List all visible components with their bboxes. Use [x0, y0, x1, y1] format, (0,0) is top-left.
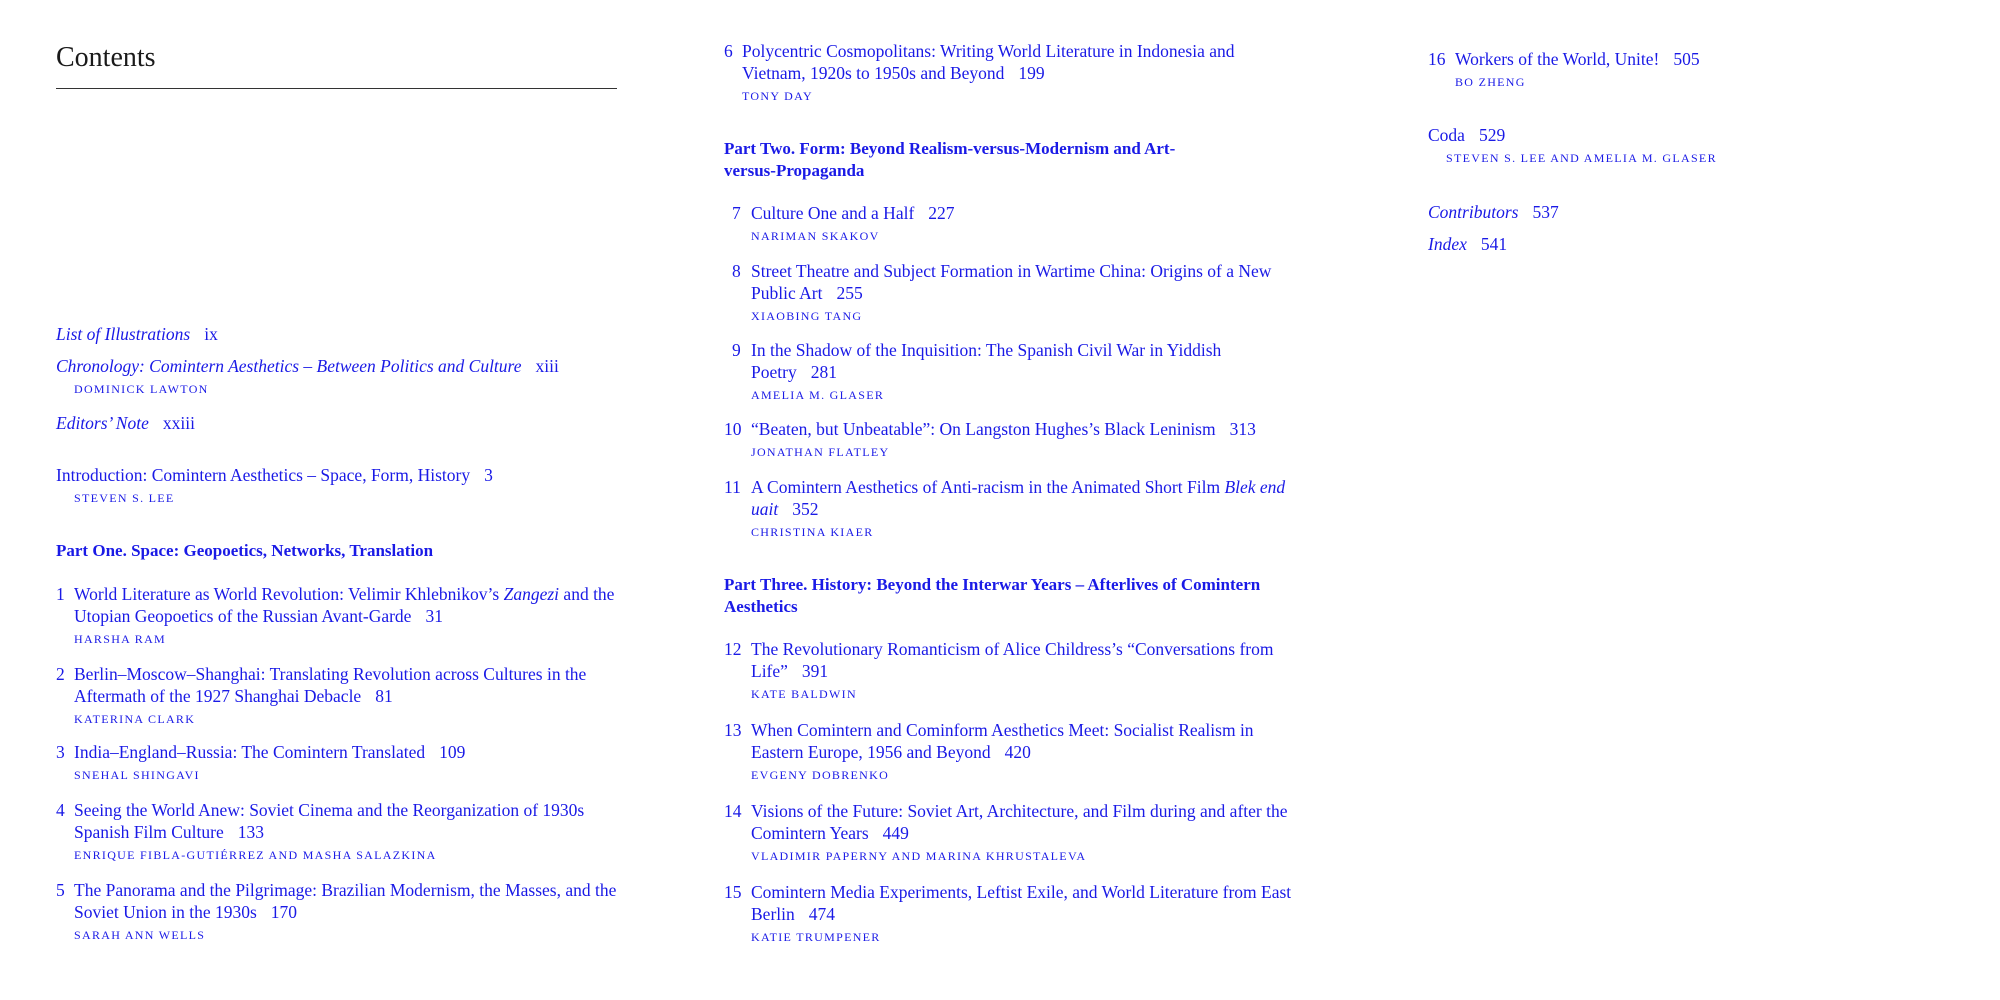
chapter-author: SNEHAL SHINGAVI [74, 768, 200, 782]
chapter-number: 14 [724, 801, 742, 821]
chapter-title: A Comintern Aesthetics of Anti-racism in the Animated Short Film [751, 477, 1225, 497]
chapter-page: 281 [810, 362, 837, 382]
chapter-body [751, 800, 1294, 866]
chapter-number: 8 [732, 261, 741, 281]
chapter-body [74, 799, 620, 865]
entry-title: Editors’ Note [56, 413, 149, 433]
chapter-number: 1 [56, 584, 65, 604]
toc-entry-index[interactable] [1428, 233, 1888, 255]
chapter-page: 449 [882, 823, 909, 843]
chapter-body [751, 339, 1294, 405]
chapter-number: 9 [732, 340, 741, 360]
chapter-author: ENRIQUE FIBLA-GUTIÉRREZ AND MASHA SALAZKINA [74, 848, 437, 862]
part-two-heading[interactable]: Part Two. Form: Beyond Realism-versus-Modernism and Art-versus-Propaganda [724, 139, 1176, 180]
chapter-author: HARSHA RAM [74, 632, 167, 646]
entry-title: Index [1428, 234, 1467, 254]
entry-page: xiii [535, 356, 559, 376]
chapter-page: 420 [1004, 742, 1031, 762]
chapter-author: EVGENY DOBRENKO [751, 768, 890, 782]
chapter-title: India–England–Russia: The Comintern Translated [74, 742, 426, 762]
chapter-page: 31 [425, 606, 443, 626]
chapter-title: The Revolutionary Romanticism of Alice Childress’s “Conversations from Life” [751, 639, 1274, 681]
chapter-title: Workers of the World, Unite! [1455, 49, 1660, 69]
toc-entry-introduction[interactable] [56, 464, 493, 508]
entry-page: xxiii [162, 413, 195, 433]
chapter-author: TONY DAY [742, 89, 813, 103]
chapter-body [751, 476, 1294, 542]
chapter-page: 199 [1018, 63, 1045, 83]
part-three-heading[interactable]: Part Three. History: Beyond the Interwar Years – Afterlives of Comintern Aesthetics [724, 575, 1261, 616]
entry-page: 541 [1480, 234, 1508, 254]
chapter-title: Comintern Media Experiments, Leftist Exile, and World Literature from East Berlin [751, 882, 1292, 924]
toc-entry-editors-note[interactable] [56, 412, 195, 434]
chapter-author: VLADIMIR PAPERNY AND MARINA KHRUSTALEVA [751, 849, 1087, 863]
toc-entry-chronology[interactable] [56, 355, 559, 399]
chapter-author: SARAH ANN WELLS [74, 928, 206, 942]
chapter-page: 255 [836, 283, 863, 303]
chapter-body [1455, 48, 1888, 92]
chapter-number: 6 [724, 41, 733, 61]
chapter-title-end: and the Utopian Geopoetics of the Russian Avant-Garde [74, 584, 615, 626]
chapter-author: BO ZHENG [1455, 75, 1526, 89]
entry-page: 3 [484, 465, 493, 485]
chapter-page: 313 [1229, 419, 1256, 439]
chapter-page: 170 [270, 902, 298, 922]
entry-page: 529 [1478, 125, 1506, 145]
chapter-title: World Literature as World Revolution: Velimir Khlebnikov’s [74, 584, 504, 604]
chapter-page: 227 [928, 203, 955, 223]
chapter-title: Polycentric Cosmopolitans: Writing World Literature in Indonesia and Vietnam, 1920s to 1950s and Beyond [742, 41, 1235, 83]
chapter-body [74, 663, 620, 729]
chapter-body [742, 40, 1294, 106]
chapter-number: 12 [724, 639, 742, 659]
chapter-page: 505 [1673, 49, 1700, 69]
chapter-title: Visions of the Future: Soviet Art, Architecture, and Film during and after the Comintern Years [751, 801, 1288, 843]
chapter-page: 109 [439, 742, 466, 762]
entry-author: STEVEN S. LEE AND AMELIA M. GLASER [1446, 151, 1717, 165]
chapter-number: 3 [56, 742, 65, 762]
entry-title: Coda [1428, 125, 1465, 145]
entry-page: ix [204, 324, 218, 344]
chapter-page: 352 [792, 499, 819, 519]
entry-title: Introduction: Comintern Aesthetics – Space, Form, History [56, 465, 471, 485]
toc-entry-coda[interactable] [1428, 124, 1888, 168]
toc-entry-contributors[interactable] [1428, 201, 1888, 223]
chapter-number: 13 [724, 720, 742, 740]
chapter-body [751, 260, 1294, 326]
chapter-body [751, 719, 1294, 785]
entry-title: List of Illustrations [56, 324, 191, 344]
chapter-author: NARIMAN SKAKOV [751, 229, 880, 243]
chapter-title: In the Shadow of the Inquisition: The Spanish Civil War in Yiddish Poetry [751, 340, 1222, 382]
entry-author: STEVEN S. LEE [74, 491, 175, 505]
chapter-body [74, 741, 620, 785]
chapter-title: Culture One and a Half [751, 203, 915, 223]
chapter-number: 10 [724, 419, 742, 439]
chapter-number: 5 [56, 880, 65, 900]
chapter-author: JONATHAN FLATLEY [751, 445, 890, 459]
chapter-body [74, 583, 620, 649]
chapter-number: 16 [1428, 49, 1446, 69]
chapter-body [74, 879, 620, 945]
chapter-author: CHRISTINA KIAER [751, 525, 874, 539]
entry-author: DOMINICK LAWTON [74, 382, 209, 396]
entry-page: 537 [1532, 202, 1559, 222]
chapter-title: “Beaten, but Unbeatable”: On Langston Hughes’s Black Leninism [751, 419, 1216, 439]
toc-entry-list-of-illustrations[interactable] [56, 323, 218, 345]
chapter-author: KATIE TRUMPENER [751, 930, 881, 944]
chapter-title: When Comintern and Cominform Aesthetics Meet: Socialist Realism in Eastern Europe, 1956 and Beyond [751, 720, 1254, 762]
chapter-body [751, 881, 1294, 947]
chapter-body [751, 418, 1294, 462]
chapter-page: 133 [237, 822, 264, 842]
chapter-author: KATE BALDWIN [751, 687, 857, 701]
chapter-body [751, 638, 1294, 704]
chapter-title: Berlin–Moscow–Shanghai: Translating Revolution across Cultures in the Aftermath of the 1927 Shanghai Debacle [74, 664, 587, 706]
chapter-number: 11 [724, 477, 741, 497]
chapter-title-italic: Blek end uait [751, 477, 1286, 519]
chapter-body [751, 202, 1294, 246]
chapter-author: AMELIA M. GLASER [751, 388, 885, 402]
chapter-author: XIAOBING TANG [751, 309, 863, 323]
chapter-page: 81 [375, 686, 393, 706]
chapter-page: 391 [801, 661, 829, 681]
chapter-page: 474 [808, 904, 835, 924]
chapter-number: 15 [724, 882, 742, 902]
chapter-number: 2 [56, 664, 65, 684]
entry-title: Contributors [1428, 202, 1519, 222]
chapter-author: KATERINA CLARK [74, 712, 196, 726]
chapter-title: Street Theatre and Subject Formation in Wartime China: Origins of a New Public Art [751, 261, 1272, 303]
contents-heading: Contents [56, 38, 617, 89]
chapter-title-italic: Zangezi [503, 584, 560, 604]
chapter-number: 4 [56, 800, 65, 820]
part-one-heading[interactable]: Part One. Space: Geopoetics, Networks, Translation [56, 541, 434, 560]
entry-title: Chronology: Comintern Aesthetics – Between Politics and Culture [56, 356, 522, 376]
chapter-title: Seeing the World Anew: Soviet Cinema and the Reorganization of 1930s Spanish Film Culture [74, 800, 585, 842]
chapter-number: 7 [732, 203, 741, 223]
chapter-title: The Panorama and the Pilgrimage: Brazilian Modernism, the Masses, and the Soviet Union in the 1930s [74, 880, 617, 922]
